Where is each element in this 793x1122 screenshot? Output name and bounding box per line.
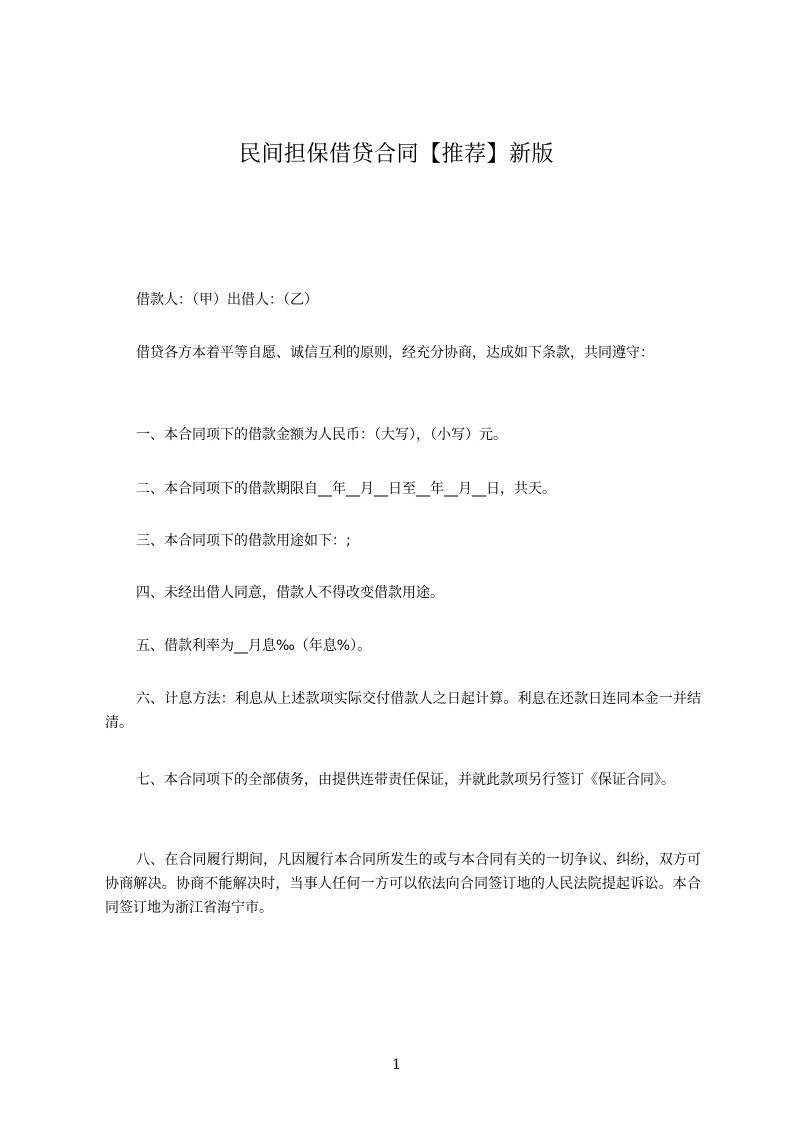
page-number: 1 <box>392 1057 401 1073</box>
document-title: 民间担保借贷合同【推荐】新版 <box>238 142 554 167</box>
clause-4: 四、未经出借人同意，借款人不得改变借款用途。 <box>136 585 444 601</box>
clause-7: 七、本合同项下的全部债务，由提供连带责任保证，并就此款项另行签订《保证合同》。 <box>136 772 675 788</box>
clause-5: 五、借款利率为__月息‰（年息%）。 <box>136 638 372 654</box>
parties-line: 借款人：（甲）出借人：（乙） <box>136 292 318 308</box>
clause-6: 六、计息方法：利息从上述款项实际交付借款人之日起计算。利息在还款日连同本金一并结清。 <box>105 691 701 731</box>
clause-2: 二、本合同项下的借款期限自__年__月__日至__年__月__日，共天。 <box>136 481 556 497</box>
clause-3: 三、本合同项下的借款用途如下：; <box>136 533 351 549</box>
preamble-paragraph: 借贷各方本着平等自愿、诚信互利的原则，经充分协商，达成如下条款，共同遵守： <box>136 345 654 361</box>
clause-1: 一、本合同项下的借款金额为人民币：（大写），（小写）元。 <box>136 427 507 443</box>
clause-8: 八、在合同履行期间，凡因履行本合同所发生的或与本合同有关的一切争议、纠纷，双方可协商解决。协商不能解决时，当事人任何一方可以依法向合同签订地的人民法院提起诉讼。本合同签订地为浙江省海宁市。 <box>105 852 701 916</box>
